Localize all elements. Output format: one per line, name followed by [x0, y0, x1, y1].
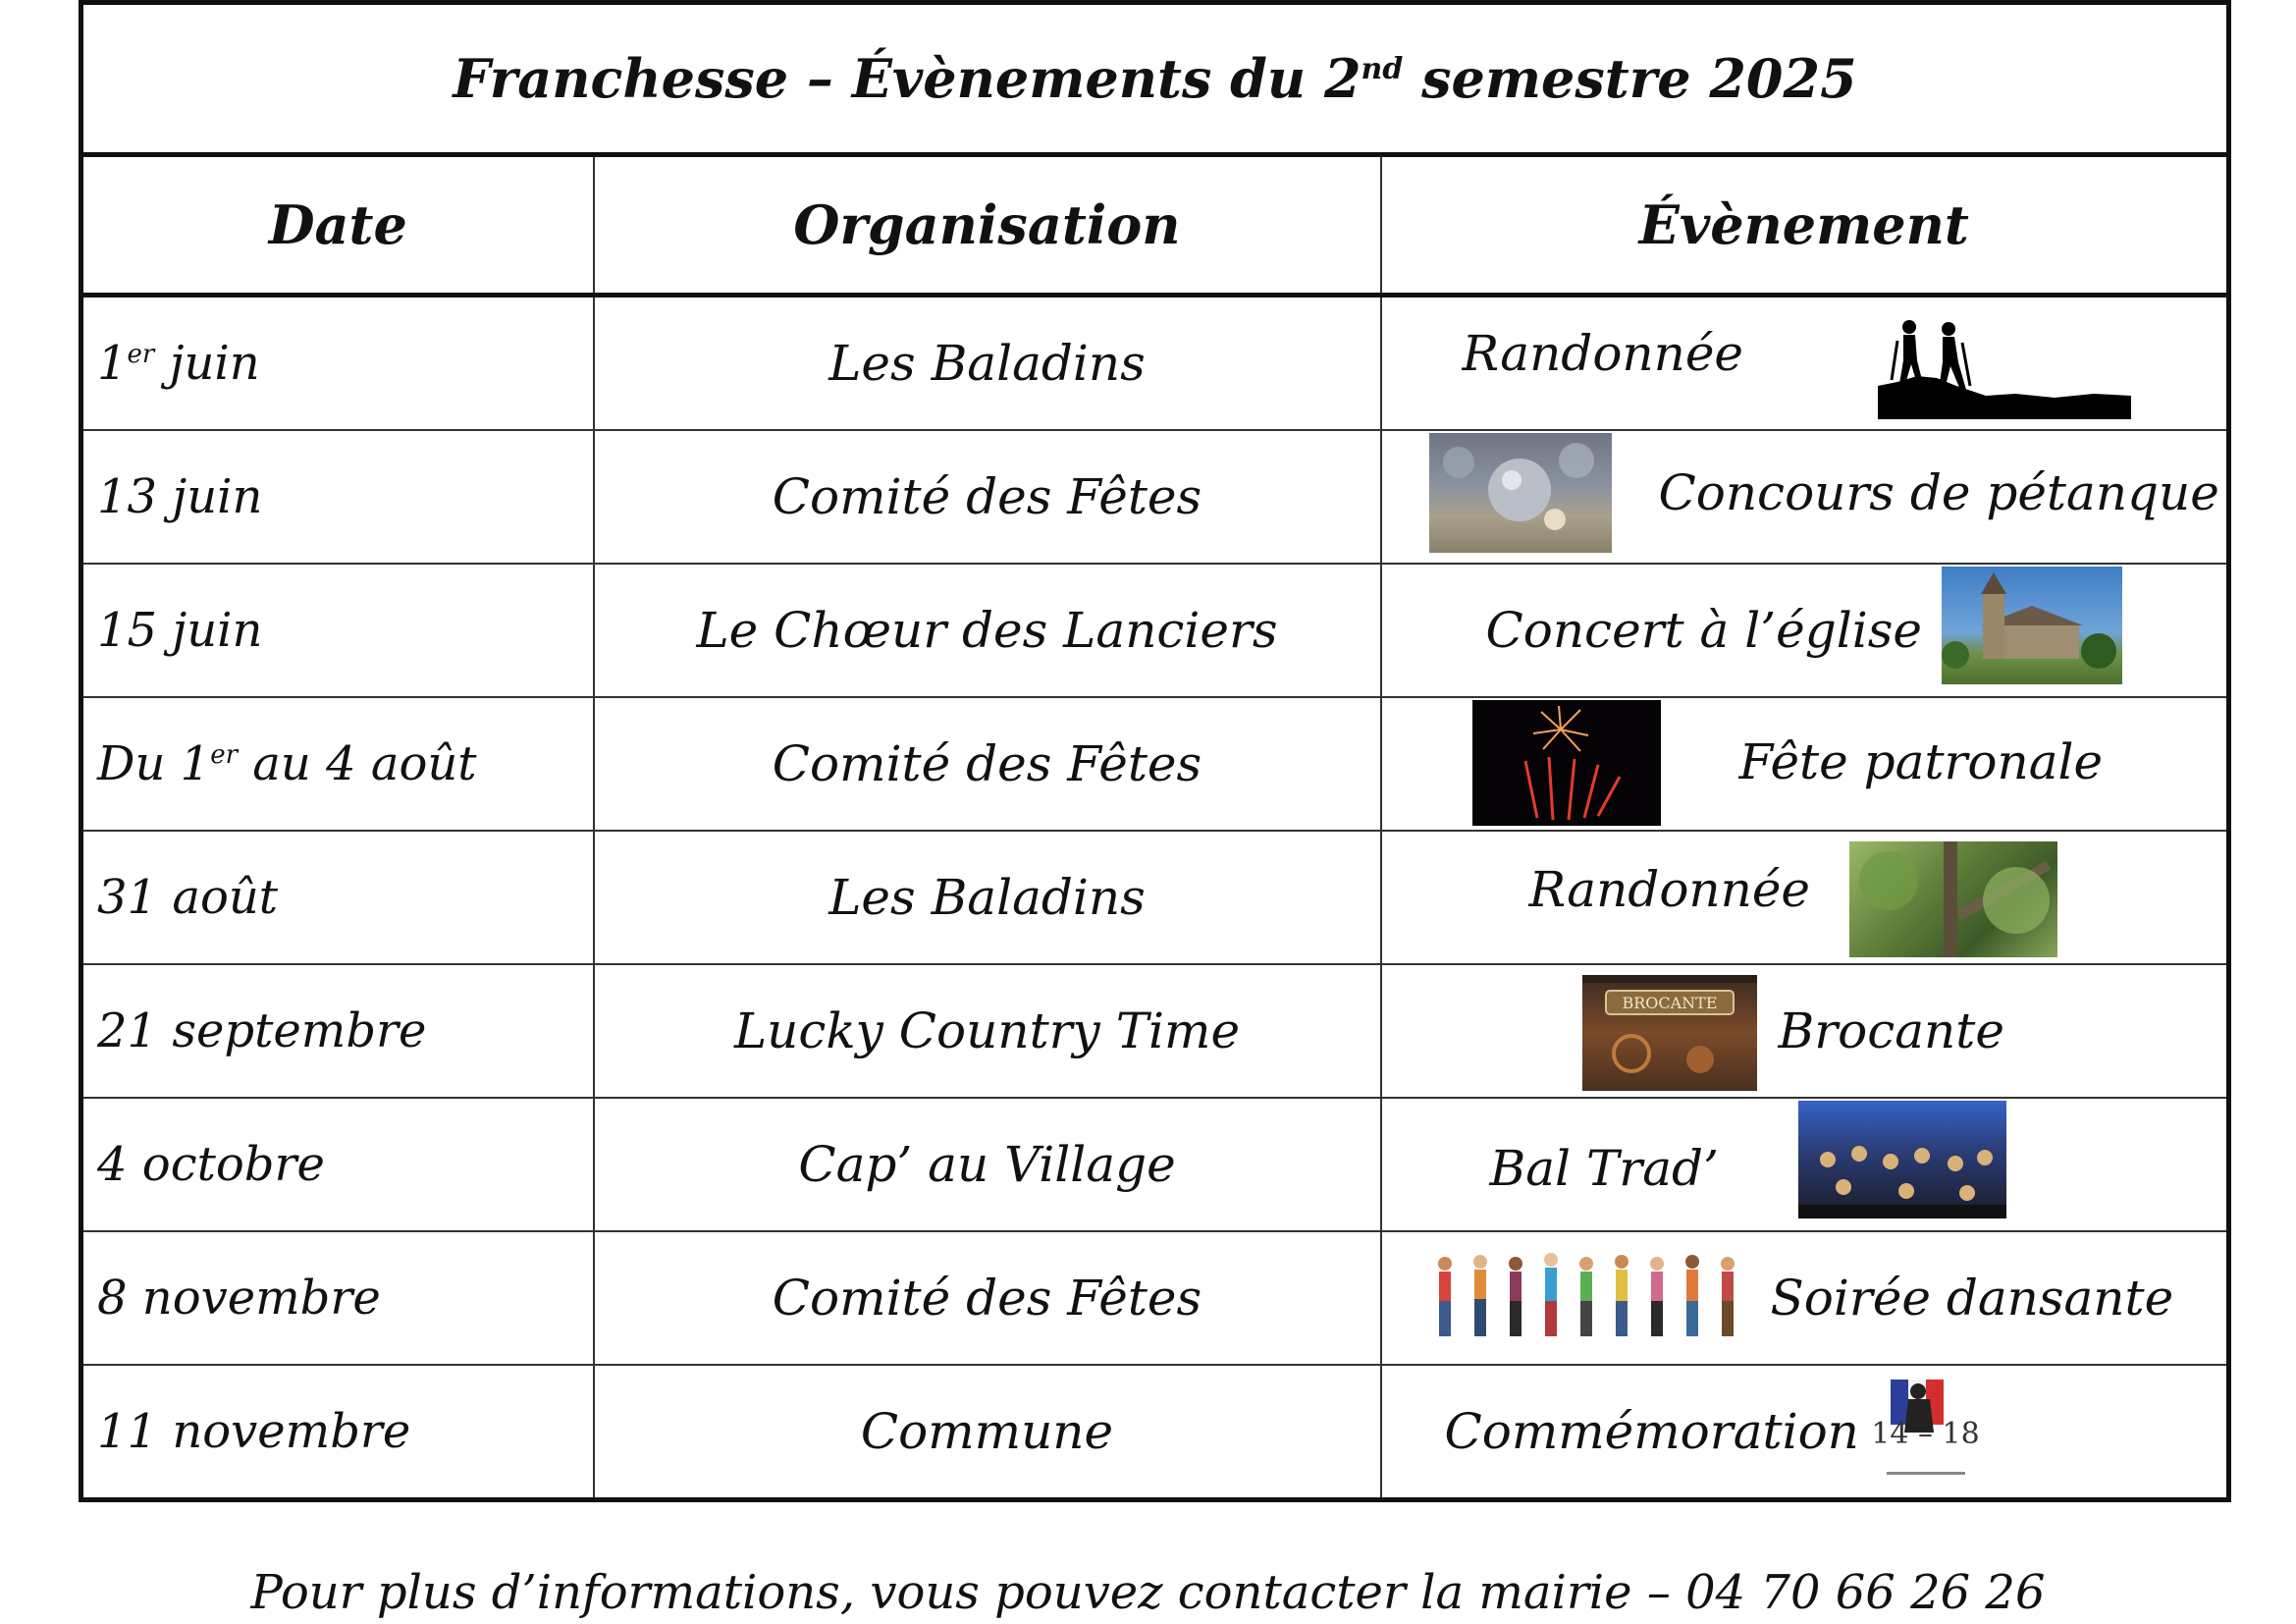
table-row	[81, 1098, 2229, 1231]
event-label: Randonnée	[1528, 861, 1810, 918]
organisation-cell: Lucky Country Time	[594, 964, 1381, 1098]
event-cell	[1381, 564, 2229, 697]
organisation-cell: Les Baladins	[594, 296, 1381, 431]
forest-photo	[1849, 841, 2057, 957]
header-date: Date	[81, 155, 594, 296]
brocante-photo	[1582, 975, 1757, 1091]
fireworks-photo	[1472, 700, 1661, 826]
event-label: Concours de pétanque	[1658, 464, 2219, 521]
table-row	[81, 1231, 2229, 1365]
date-cell: 4 octobre	[81, 1098, 594, 1231]
table-row	[81, 964, 2229, 1098]
church-photo	[1942, 567, 2122, 684]
dancers-illustration	[1429, 1250, 1745, 1346]
hikers-silhouette-icon	[1878, 317, 2133, 419]
event-cell	[1381, 831, 2229, 964]
date-cell: 11 novembre	[81, 1365, 594, 1500]
event-cell	[1381, 1365, 2229, 1500]
organisation-cell: Les Baladins	[594, 831, 1381, 964]
date-cell: 8 novembre	[81, 1231, 594, 1365]
orchestra-photo	[1798, 1101, 2006, 1218]
date-cell: 13 juin	[81, 430, 594, 564]
date-cell: 31 août	[81, 831, 594, 964]
event-label: Bal Trad’	[1489, 1140, 1719, 1197]
organisation-cell: Comité des Fêtes	[594, 1231, 1381, 1365]
petanque-balls-photo	[1429, 433, 1612, 553]
date-cell: Du 1er au 4 août	[81, 697, 594, 831]
date-cell: 1er juin	[81, 296, 594, 431]
armistice-1418-icon	[1861, 1374, 1991, 1493]
armistice-year-label: 14 – 18	[1871, 1417, 1980, 1451]
event-label: Fête patronale	[1738, 733, 2104, 790]
page-title: Franchesse – Évènements du 2nd semestre 2025	[81, 3, 2229, 155]
organisation-cell: Le Chœur des Lanciers	[594, 564, 1381, 697]
organisation-cell: Cap’ au Village	[594, 1098, 1381, 1231]
organisation-cell: Comité des Fêtes	[594, 697, 1381, 831]
event-cell	[1381, 697, 2229, 831]
event-cell	[1381, 1098, 2229, 1231]
event-cell	[1381, 964, 2229, 1098]
events-table	[79, 0, 2231, 1502]
table-row	[81, 564, 2229, 697]
table-row	[81, 831, 2229, 964]
header-event: Évènement	[1381, 155, 2229, 296]
header-organisation: Organisation	[594, 155, 1381, 296]
table-row	[81, 697, 2229, 831]
event-label: Randonnée	[1462, 325, 1743, 382]
table-row	[81, 430, 2229, 564]
table-row	[81, 1365, 2229, 1500]
svg-text:BROCANTE: BROCANTE	[1621, 994, 1718, 1012]
organisation-cell: Commune	[594, 1365, 1381, 1500]
organisation-cell: Comité des Fêtes	[594, 430, 1381, 564]
event-cell	[1381, 430, 2229, 564]
event-label: Concert à l’église	[1485, 602, 1922, 659]
footer-contact: Pour plus d’informations, vous pouvez contacter la mairie – 04 70 66 26 26	[250, 1565, 2046, 1620]
event-label: Soirée dansante	[1770, 1270, 2174, 1326]
event-cell	[1381, 296, 2229, 431]
event-label: Brocante	[1778, 1002, 2004, 1059]
date-cell: 15 juin	[81, 564, 594, 697]
table-row	[81, 296, 2229, 431]
event-label: Commémoration	[1444, 1403, 1859, 1460]
event-cell	[1381, 1231, 2229, 1365]
date-cell: 21 septembre	[81, 964, 594, 1098]
